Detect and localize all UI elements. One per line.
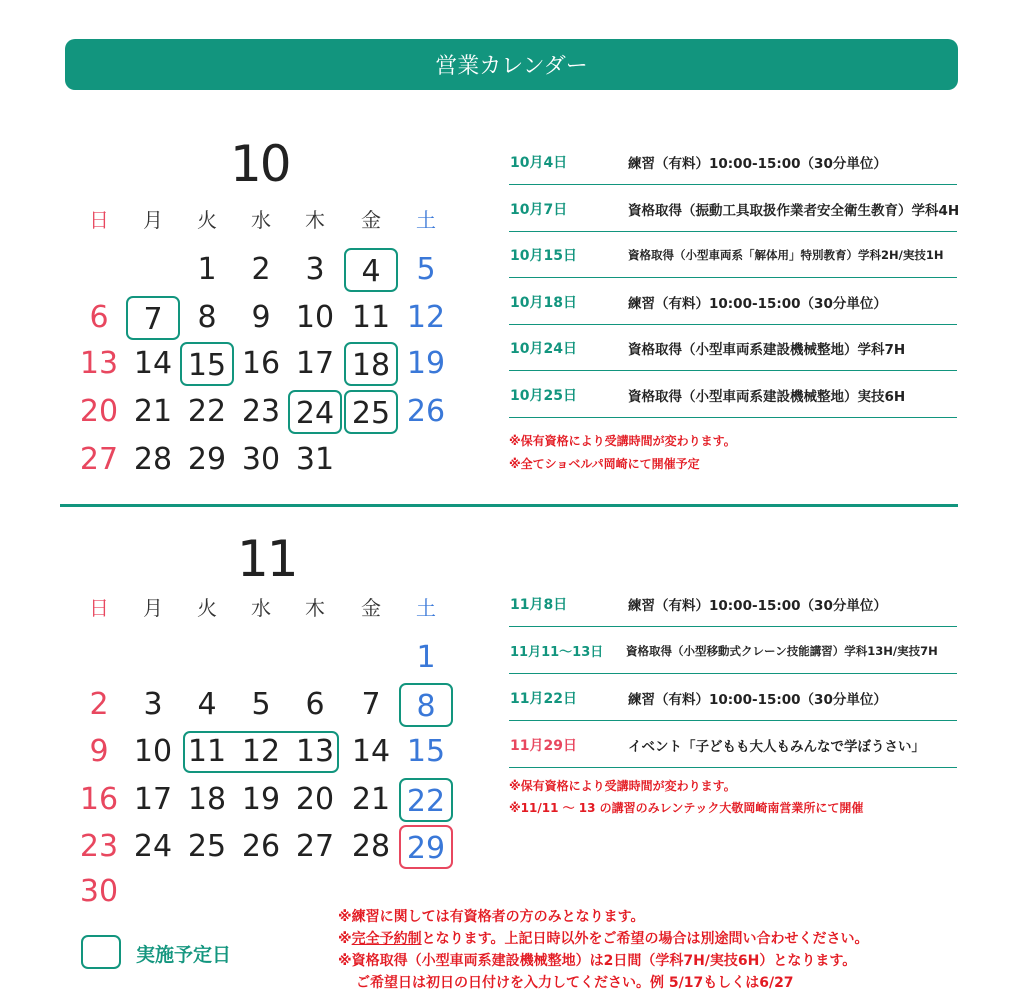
footer-note-1-text: ※練習に関しては有資格者の方のみとなります。 [338,909,645,925]
november-weekday-6: 土 [416,596,436,620]
october-day-9: 9 [251,300,271,335]
november-day-18: 18 [187,782,227,817]
november-note-1: ※保有資格により受講時間が変わります。 [509,779,736,793]
october-weekday-4: 木 [305,208,325,232]
october-day-23: 23 [241,394,281,429]
footer-note-4-text: ご希望日は初日の日付けを入力してください。例 5/17もしくは6/27 [356,975,794,991]
november-day-12: 12 [241,734,281,769]
october-event-divider-2 [509,277,957,278]
footer-note-4 [356,972,794,992]
november-weekday-3: 水 [251,596,271,620]
october-note-2: ※全てショベルパ岡崎にて開催予定 [509,457,700,471]
month-divider [60,504,958,507]
october-weekday-2: 火 [197,208,217,232]
november-event-date-0: 11月8日 [510,597,568,613]
october-event-text-4: 資格取得（小型車両系建設機械整地）学科7H [628,342,906,358]
november-day-23: 23 [79,829,119,864]
november-event-text-1: 資格取得（小型移動式クレーン技能講習）学科13H/実技7H [626,644,938,658]
november-event-divider-3 [509,767,957,768]
october-event-date-4: 10月24日 [510,341,577,357]
october-event-text-3: 練習（有料）10:00-15:00（30分単位） [628,295,887,312]
october-day-5: 5 [416,252,436,287]
october-note-1: ※保有資格により受講時間が変わります。 [509,434,736,448]
october-day-22: 22 [187,394,227,429]
november-day-19: 19 [241,782,281,817]
october-day-16: 16 [241,346,281,381]
october-day-3: 3 [305,252,325,287]
november-range-box-11-13 [183,731,339,773]
october-day-27: 27 [79,442,119,477]
october-day-2: 2 [251,252,271,287]
november-weekday-4: 木 [305,596,325,620]
november-day-20: 20 [295,782,335,817]
november-day-30: 30 [79,874,119,909]
october-month-number: 10 [230,135,290,193]
october-day-11: 11 [351,300,391,335]
november-event-date-3: 11月29日 [510,738,577,754]
november-day-21: 21 [351,782,391,817]
november-event-divider-0 [509,626,957,627]
october-event-date-5: 10月25日 [510,387,577,404]
october-day-25: 25 [344,390,398,434]
november-day-26: 26 [241,829,281,864]
footer-note-2-prefix: ※ [338,931,352,947]
november-day-13: 13 [295,734,335,769]
october-event-date-3: 10月18日 [510,294,577,311]
november-month-number: 11 [237,530,297,588]
november-day-4: 4 [197,687,217,722]
november-day-10: 10 [133,734,173,769]
october-event-date-2: 10月15日 [510,248,577,264]
footer-note-3-text: ※資格取得（小型車両系建設機械整地）は2日間（学科7H/実技6H）となります。 [338,953,857,969]
october-day-14: 14 [133,346,173,381]
november-day-25: 25 [187,829,227,864]
november-note-2: ※11/11 ～ 13 の講習のみレンテック大敬岡崎南営業所にて開催 [509,801,864,815]
october-day-13: 13 [79,346,119,381]
october-event-text-1: 資格取得（振動工具取扱作業者安全衛生教育）学科4H [628,202,960,219]
october-day-10: 10 [295,300,335,335]
october-event-divider-1 [509,231,957,232]
october-day-1: 1 [197,252,217,287]
october-day-28: 28 [133,442,173,477]
october-event-divider-4 [509,370,957,371]
november-day-9: 9 [89,734,109,769]
november-weekday-2: 火 [197,596,217,620]
november-day-6: 6 [305,687,325,722]
november-day-22: 22 [399,778,453,822]
november-event-divider-1 [509,673,957,674]
november-day-7: 7 [361,687,381,722]
october-event-text-5: 資格取得（小型車両系建設機械整地）実技6H [628,388,906,405]
november-day-11: 11 [187,734,227,769]
october-day-29: 29 [187,442,227,477]
november-event-text-2: 練習（有料）10:00-15:00（30分単位） [628,692,887,708]
november-event-text-0: 練習（有料）10:00-15:00（30分単位） [628,598,887,614]
october-day-17: 17 [295,346,335,381]
october-weekday-5: 金 [361,208,381,232]
november-day-14: 14 [351,734,391,769]
november-event-text-3: イベント「子どもも大人もみんなで学ぼうさい」 [628,739,925,755]
november-day-16: 16 [79,782,119,817]
november-weekday-0: 日 [89,596,109,620]
october-day-6: 6 [89,300,109,335]
november-day-27: 27 [295,829,335,864]
october-event-text-0: 練習（有料）10:00-15:00（30分単位） [628,156,887,172]
footer-note-2-underlined: 完全予約制 [351,931,422,947]
october-day-19: 19 [406,346,446,381]
footer-note-2-rest: となります。上記日時以外をご希望の場合は別途問い合わせください。 [421,931,869,947]
october-day-31: 31 [295,442,335,477]
november-weekday-5: 金 [361,596,381,620]
calendar-title: 営業カレンダー [435,54,588,79]
october-day-18: 18 [344,342,398,386]
october-day-20: 20 [79,394,119,429]
october-day-30: 30 [241,442,281,477]
footer-note-2 [338,928,869,948]
november-day-8: 8 [399,683,453,727]
november-event-date-2: 11月22日 [510,691,577,707]
october-event-date-0: 10月4日 [510,155,568,171]
october-day-4: 4 [344,248,398,292]
footer-note-3 [338,950,856,970]
november-day-24: 24 [133,829,173,864]
october-day-21: 21 [133,394,173,429]
october-day-7: 7 [126,296,180,340]
november-day-3: 3 [143,687,163,722]
october-event-divider-5 [509,417,957,418]
october-day-12: 12 [406,300,446,335]
november-day-17: 17 [133,782,173,817]
october-event-divider-3 [509,324,957,325]
legend-label: 実施予定日 [136,944,232,966]
october-event-date-1: 10月7日 [510,201,568,218]
october-day-8: 8 [197,300,217,335]
november-weekday-1: 月 [143,596,163,620]
november-day-29: 29 [399,825,453,869]
october-weekday-3: 水 [251,208,271,232]
footer-note-1 [338,906,645,926]
november-day-5: 5 [251,687,271,722]
calendar-header [65,39,958,90]
november-day-28: 28 [351,829,391,864]
november-event-divider-2 [509,720,957,721]
october-event-text-2: 資格取得（小型車両系「解体用」特別教育）学科2H/実技1H [628,248,944,262]
october-weekday-6: 土 [416,208,436,232]
october-day-15: 15 [180,342,234,386]
october-weekday-0: 日 [89,208,109,232]
october-day-26: 26 [406,394,446,429]
november-event-date-1: 11月11～13日 [510,645,604,660]
november-day-2: 2 [89,687,109,722]
october-weekday-1: 月 [143,208,163,232]
legend-box [81,935,121,969]
october-event-divider-0 [509,184,957,185]
november-day-15: 15 [406,734,446,769]
november-day-1: 1 [416,640,436,675]
october-day-24: 24 [288,390,342,434]
